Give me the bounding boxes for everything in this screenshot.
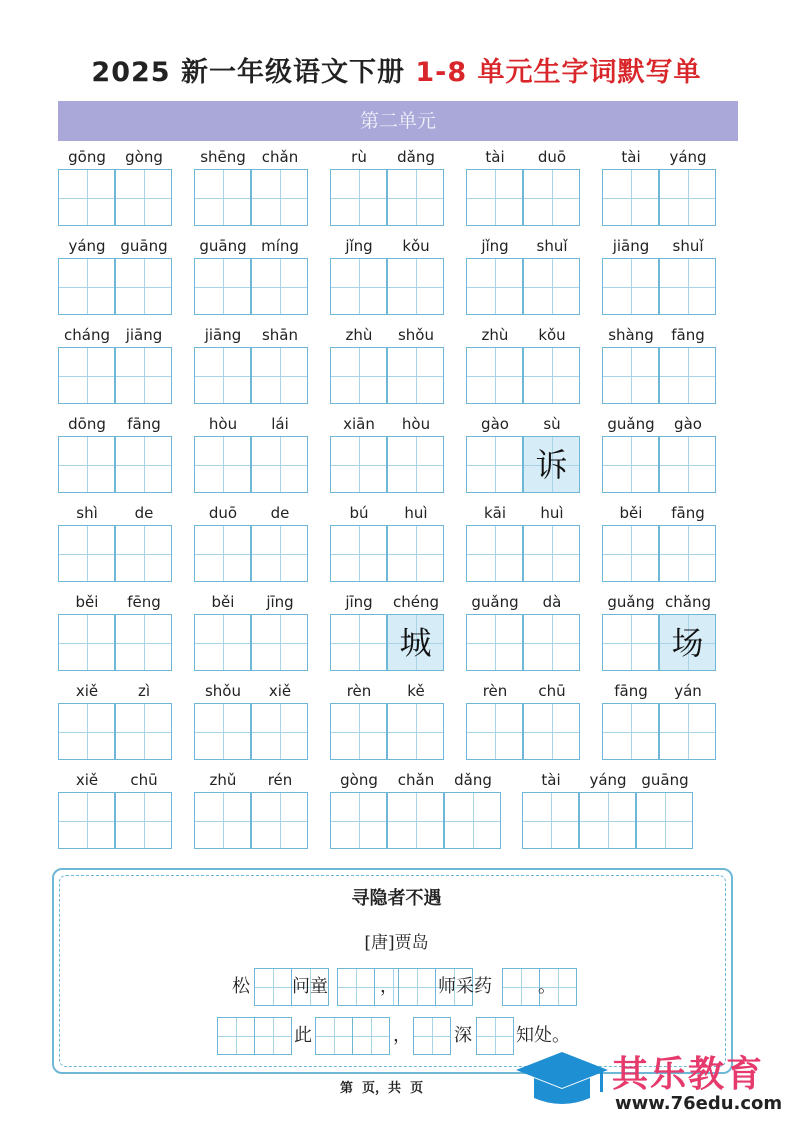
page-title: [0, 50, 793, 89]
pinyin-syllable: jīng: [266, 593, 294, 611]
pinyin-syllable: tài: [621, 148, 641, 166]
tian-grid-cell[interactable]: [115, 703, 172, 760]
tian-grid-cell[interactable]: [636, 792, 693, 849]
tian-grid-cell[interactable]: [330, 792, 387, 849]
pinyin-syllable: duō: [208, 504, 238, 522]
poem-answer-box[interactable]: [254, 968, 292, 1006]
tian-grid-cell[interactable]: [58, 169, 115, 226]
pinyin-syllable: chǎn: [261, 148, 299, 166]
title-red-part: 1-8 单元生字词默写单: [415, 57, 702, 88]
pinyin-syllable: chéng: [392, 593, 439, 611]
tian-grid-cell[interactable]: [387, 792, 444, 849]
pinyin-syllable: guāng: [120, 237, 168, 255]
pinyin-syllable: de: [134, 504, 154, 522]
pinyin-syllable: de: [270, 504, 290, 522]
tian-grid-cell[interactable]: [466, 614, 523, 671]
poem-author: [唐]贾岛: [364, 933, 429, 953]
tian-grid-cell[interactable]: [115, 347, 172, 404]
tian-grid-cell[interactable]: [659, 436, 716, 493]
poem-answer-box[interactable]: [398, 968, 436, 1006]
pinyin-syllable: yáng: [68, 237, 106, 255]
pinyin-syllable: guāng: [199, 237, 247, 255]
pinyin-syllable: yán: [674, 682, 702, 700]
pinyin-syllable: tài: [541, 771, 561, 789]
tian-grid-cell[interactable]: [659, 169, 716, 226]
pinyin-syllable: kǒu: [402, 237, 430, 255]
pinyin-syllable: huì: [540, 504, 564, 522]
pinyin-syllable: fāng: [671, 504, 705, 522]
tian-grid-cell[interactable]: [58, 792, 115, 849]
tian-grid-cell[interactable]: [194, 436, 251, 493]
poem-line-1: [0, 968, 793, 1006]
pinyin-syllable: guǎng: [607, 415, 655, 433]
pinyin-syllable: jīng: [345, 593, 373, 611]
pinyin-syllable: guāng: [641, 771, 689, 789]
tian-grid-cell[interactable]: [251, 169, 308, 226]
tian-grid-cell[interactable]: [387, 347, 444, 404]
poem-text: 知处。: [516, 1025, 570, 1046]
tian-grid-cell[interactable]: [194, 258, 251, 315]
poem-answer-box[interactable]: [476, 1017, 514, 1055]
tian-grid-cell[interactable]: [115, 436, 172, 493]
tian-grid-cell[interactable]: [194, 703, 251, 760]
tian-grid-cell[interactable]: [58, 258, 115, 315]
tian-grid-cell[interactable]: [330, 347, 387, 404]
tian-grid-cell[interactable]: [466, 258, 523, 315]
tian-grid-cell[interactable]: [602, 258, 659, 315]
pinyin-syllable: sù: [543, 415, 561, 433]
poem-punct: ，: [393, 1025, 411, 1046]
poem-answer-box[interactable]: [502, 968, 540, 1006]
poem-title: 寻隐者不遇: [351, 888, 442, 909]
tian-grid-cell[interactable]: [602, 436, 659, 493]
tian-grid-cell[interactable]: [602, 169, 659, 226]
pinyin-syllable: shēng: [200, 148, 246, 166]
tian-grid-cell[interactable]: [251, 258, 308, 315]
pinyin-syllable: gào: [481, 415, 509, 433]
pinyin-syllable: shǒu: [397, 326, 434, 344]
tian-grid-cell[interactable]: [523, 169, 580, 226]
pinyin-syllable: xiě: [75, 682, 99, 700]
pinyin-syllable: xiě: [75, 771, 99, 789]
pinyin-syllable: duō: [537, 148, 567, 166]
tian-grid-cell[interactable]: [579, 792, 636, 849]
pinyin-syllable: běi: [211, 593, 235, 611]
pinyin-syllable: míng: [261, 237, 299, 255]
tian-grid-cell[interactable]: [58, 614, 115, 671]
tian-grid-cell[interactable]: [602, 614, 659, 671]
pinyin-syllable: zhù: [345, 326, 373, 344]
poem-answer-box[interactable]: [315, 1017, 353, 1055]
logo-name: 其乐教育: [612, 1054, 765, 1095]
pinyin-syllable: rèn: [346, 682, 372, 700]
tian-grid-cell[interactable]: [115, 169, 172, 226]
tian-grid-cell[interactable]: [330, 169, 387, 226]
poem-answer-box[interactable]: [254, 1017, 292, 1055]
tian-grid-cell[interactable]: [58, 525, 115, 582]
tian-grid-cell[interactable]: [387, 258, 444, 315]
pinyin-syllable: gào: [674, 415, 702, 433]
pinyin-syllable: huì: [404, 504, 428, 522]
tian-grid-cell[interactable]: [194, 792, 251, 849]
tian-grid-cell-filled[interactable]: [659, 614, 716, 671]
tian-grid-cell[interactable]: [523, 258, 580, 315]
tian-grid-cell[interactable]: [602, 703, 659, 760]
pinyin-syllable: tài: [485, 148, 505, 166]
page-footer: 第 页，共 页: [340, 1081, 424, 1096]
tian-grid-cell[interactable]: [330, 703, 387, 760]
tian-grid-cell[interactable]: [58, 436, 115, 493]
tian-grid-cell[interactable]: [330, 525, 387, 582]
tian-grid-cell[interactable]: [387, 703, 444, 760]
poem-answer-box[interactable]: [217, 1017, 255, 1055]
pinyin-syllable: guǎng: [471, 593, 519, 611]
pinyin-syllable: jǐng: [345, 237, 373, 255]
poem-text: 师采药: [438, 976, 492, 997]
sample-character: 城: [399, 624, 432, 662]
tian-grid-cell[interactable]: [602, 525, 659, 582]
pinyin-syllable: jiāng: [204, 326, 242, 344]
pinyin-syllable: shǒu: [204, 682, 241, 700]
pinyin-syllable: chǎn: [397, 771, 435, 789]
title-black-part: 2025 新一年级语文下册: [91, 57, 416, 88]
tian-grid-cell[interactable]: [466, 169, 523, 226]
pinyin-syllable: kǒu: [538, 326, 566, 344]
tian-grid-cell[interactable]: [251, 436, 308, 493]
tian-grid-cell-filled[interactable]: [523, 436, 580, 493]
tian-grid-cell[interactable]: [466, 436, 523, 493]
pinyin-syllable: fāng: [614, 682, 648, 700]
pinyin-syllable: shān: [261, 326, 299, 344]
tian-grid-cell[interactable]: [523, 525, 580, 582]
pinyin-syllable: gòng: [125, 148, 163, 166]
tian-grid-cell[interactable]: [387, 169, 444, 226]
tian-grid-cell[interactable]: [251, 703, 308, 760]
poem-text: 问童: [292, 976, 328, 997]
tian-grid-cell[interactable]: [115, 792, 172, 849]
pinyin-syllable: chǎng: [665, 593, 711, 611]
pinyin-syllable: dōng: [68, 415, 106, 433]
pinyin-syllable: gōng: [68, 148, 106, 166]
tian-grid-cell[interactable]: [115, 525, 172, 582]
pinyin-syllable: běi: [619, 504, 643, 522]
tian-grid-cell[interactable]: [523, 614, 580, 671]
tian-grid-cell[interactable]: [659, 258, 716, 315]
tian-grid-cell[interactable]: [330, 436, 387, 493]
tian-grid-cell[interactable]: [194, 525, 251, 582]
pinyin-syllable: fēng: [127, 593, 161, 611]
pinyin-syllable: guǎng: [607, 593, 655, 611]
tian-grid-cell[interactable]: [602, 347, 659, 404]
tian-grid-cell[interactable]: [522, 792, 579, 849]
tian-grid-cell[interactable]: [194, 347, 251, 404]
pinyin-syllable: chū: [538, 682, 566, 700]
tian-grid-cell[interactable]: [659, 703, 716, 760]
tian-grid-cell[interactable]: [330, 614, 387, 671]
pinyin-syllable: dǎng: [454, 771, 492, 789]
tian-grid-cell[interactable]: [251, 347, 308, 404]
pinyin-syllable: běi: [75, 593, 99, 611]
pinyin-syllable: fāng: [127, 415, 161, 433]
pinyin-syllable: zhù: [481, 326, 509, 344]
pinyin-syllable: dà: [542, 593, 562, 611]
tian-grid-cell[interactable]: [444, 792, 501, 849]
pinyin-syllable: cháng: [64, 326, 110, 344]
pinyin-syllable: gòng: [340, 771, 378, 789]
pinyin-syllable: hòu: [401, 415, 431, 433]
pinyin-syllable: shuǐ: [672, 237, 704, 255]
tian-grid-cell[interactable]: [387, 436, 444, 493]
pinyin-syllable: lái: [271, 415, 289, 433]
tian-grid-cell[interactable]: [466, 347, 523, 404]
logo-url: www.76edu.com: [615, 1093, 783, 1114]
sample-character: 诉: [535, 446, 568, 484]
poem-text: 此: [294, 1025, 312, 1046]
pinyin-syllable: yáng: [669, 148, 707, 166]
pinyin-syllable: hòu: [208, 415, 238, 433]
poem-answer-box[interactable]: [352, 1017, 390, 1055]
tian-grid-cell[interactable]: [58, 347, 115, 404]
pinyin-syllable: fāng: [671, 326, 705, 344]
pinyin-syllable: shì: [76, 504, 98, 522]
pinyin-syllable: rén: [267, 771, 293, 789]
pinyin-syllable: rù: [351, 148, 367, 166]
pinyin-syllable: yáng: [589, 771, 627, 789]
poem-text: 松: [232, 976, 250, 997]
tian-grid-cell[interactable]: [523, 703, 580, 760]
pinyin-syllable: chū: [130, 771, 158, 789]
tian-grid-cell[interactable]: [387, 525, 444, 582]
tian-grid-cell[interactable]: [659, 525, 716, 582]
pinyin-syllable: kāi: [483, 504, 507, 522]
pinyin-syllable: shàng: [608, 326, 654, 344]
pinyin-syllable: zhǔ: [209, 771, 237, 789]
pinyin-syllable: jiāng: [125, 326, 163, 344]
poem-answer-box[interactable]: [413, 1017, 451, 1055]
tian-grid-cell[interactable]: [523, 347, 580, 404]
tian-grid-cell[interactable]: [466, 525, 523, 582]
tian-grid-cell[interactable]: [194, 614, 251, 671]
sample-character: 场: [671, 624, 704, 662]
poem-punct: 。: [538, 976, 556, 997]
pinyin-syllable: bú: [349, 504, 369, 522]
pinyin-syllable: xiān: [343, 415, 375, 433]
tian-grid-cell[interactable]: [330, 258, 387, 315]
tian-grid-cell[interactable]: [251, 614, 308, 671]
pinyin-syllable: rèn: [482, 682, 508, 700]
tian-grid-cell[interactable]: [251, 525, 308, 582]
poem-answer-box[interactable]: [337, 968, 375, 1006]
poem-text: 深: [454, 1025, 472, 1046]
tian-grid-cell[interactable]: [659, 347, 716, 404]
pinyin-syllable: xiě: [268, 682, 292, 700]
tian-grid-cell[interactable]: [115, 614, 172, 671]
tian-grid-cell[interactable]: [466, 703, 523, 760]
pinyin-syllable: jiāng: [612, 237, 650, 255]
pinyin-syllable: jǐng: [481, 237, 509, 255]
unit-header: 第二单元: [58, 101, 738, 141]
tian-grid-cell[interactable]: [194, 169, 251, 226]
pinyin-syllable: kě: [407, 682, 425, 700]
tian-grid-cell[interactable]: [251, 792, 308, 849]
pinyin-syllable: shuǐ: [536, 237, 568, 255]
tian-grid-cell[interactable]: [115, 258, 172, 315]
tian-grid-cell-filled[interactable]: [387, 614, 444, 671]
pinyin-syllable: dǎng: [397, 148, 435, 166]
pinyin-syllable: zì: [137, 682, 151, 700]
tian-grid-cell[interactable]: [58, 703, 115, 760]
poem-punct: ，: [380, 976, 398, 997]
